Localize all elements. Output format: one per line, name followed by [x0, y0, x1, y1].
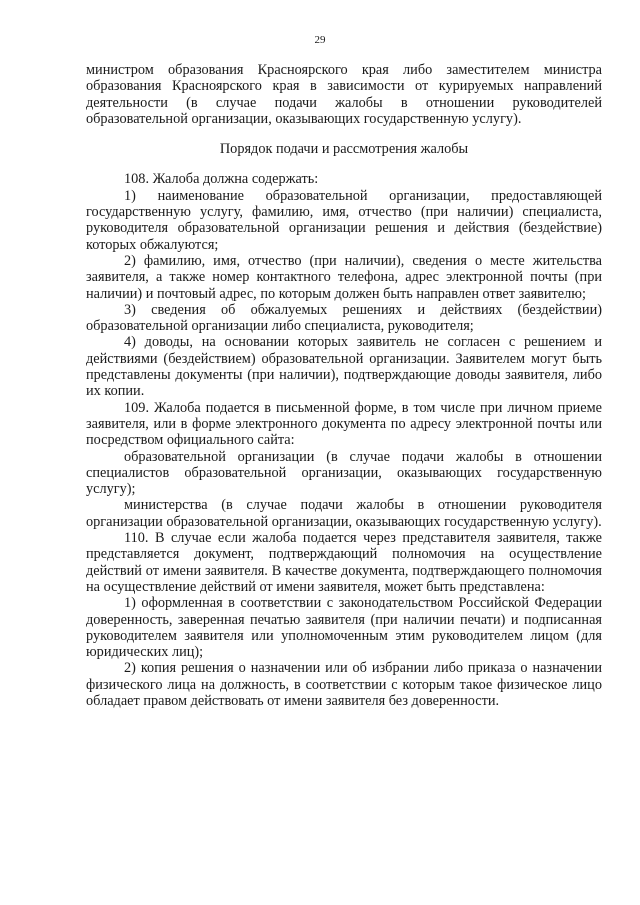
paragraph-110-item-1: 1) оформленная в соответствии с законодательством Российской Федерации доверенность, заверенная печатью заявителя (при наличии печати) и подписанная руководителем заявителя или уполномоченным этим руководителем лицом (для юридических лиц);	[86, 595, 602, 661]
page-number: 29	[314, 34, 326, 46]
document-body	[86, 62, 602, 709]
paragraph-108-item-4: 4) доводы, на основании которых заявитель не согласен с решением и действиями (бездействием) образовательной организации. Заявителем могут быть представлены документы (при наличии), подтверждающие доводы заявителя, либо их копии.	[86, 334, 602, 400]
paragraph-110: 110. В случае если жалоба подается через представителя заявителя, также представляется документ, подтверждающий полномочия на осуществление действий от имени заявителя. В качестве документа, подтверждающего полномочия на осуществление действий от имени заявителя, может быть представлена:	[86, 530, 602, 595]
paragraph-108-item-2: 2) фамилию, имя, отчество (при наличии), сведения о месте жительства заявителя, а также номер контактного телефона, адрес электронной почты (при наличии) и почтовый адрес, по которым должен быть направлен ответ заявителю;	[86, 252, 602, 302]
paragraph-108: 108. Жалоба должна содержать:	[124, 171, 319, 188]
paragraph-108-item-3: 3) сведения об обжалуемых решениях и действиях (бездействии) образовательной организации либо специалиста, руководителя;	[86, 301, 602, 335]
intro-paragraph: министром образования Красноярского края либо заместителем министра образования Красноярского края в зависимости от курируемых направлений деятельности (в случае подачи жалобы в отношении руководителей образовательной организации, оказывающих государственную услугу).	[86, 62, 602, 127]
section-heading: Порядок подачи и рассмотрения жалобы	[219, 141, 469, 158]
paragraph-109-item-organization: образовательной организации (в случае подачи жалобы в отношении специалистов образовательной организации, оказывающих государственную услугу);	[86, 448, 602, 498]
paragraph-109: 109. Жалоба подается в письменной форме, в том числе при личном приеме заявителя, или в форме электронного документа по адресу электронной почты или посредством официального сайта:	[86, 399, 602, 449]
paragraph-110-item-2: 2) копия решения о назначении или об избрании либо приказа о назначении физического лица на должность, в соответствии с которым такое физическое лицо обладает правом действовать от имени заявителя без доверенности.	[86, 660, 602, 709]
paragraph-108-item-1: 1) наименование образовательной организации, предоставляющей государственную услугу, фамилию, имя, отчество (при наличии) специалиста, руководителя образовательной организации решения и действия (бездействие) которых обжалуются;	[86, 187, 602, 253]
paragraph-109-item-ministry: министерства (в случае подачи жалобы в отношении руководителя организации образовательной организации, оказывающих государственную услугу).	[86, 497, 602, 530]
